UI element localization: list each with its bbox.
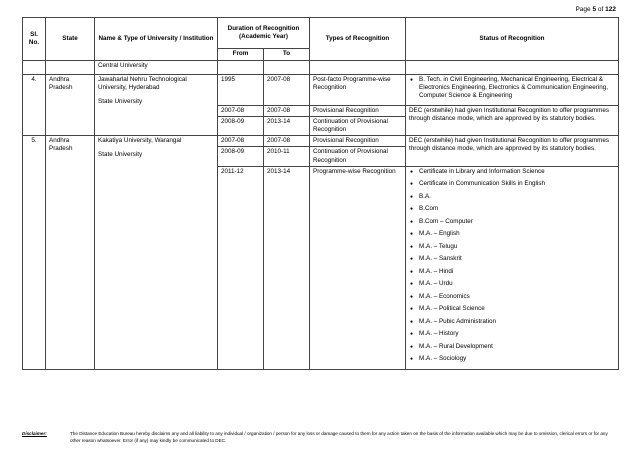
university-cell bbox=[95, 136, 218, 370]
programme-item: ● M.A. – History bbox=[419, 330, 615, 338]
header-row bbox=[23, 18, 619, 49]
header-state: State bbox=[46, 18, 95, 61]
status-cell: DEC (erstwhile) had given Institutional Recognition to offer programmes through distance mode, which are approved by its statutory bodies. bbox=[406, 105, 619, 136]
programme-list bbox=[409, 168, 615, 364]
programme-item: ● M.A. – Telugu bbox=[419, 243, 615, 251]
header-to: To bbox=[264, 49, 310, 61]
header-duration: Duration of Recognition (Academic Year) bbox=[218, 18, 310, 49]
state-cell: Andhra Pradesh bbox=[46, 136, 95, 370]
programme-item: ● B.A. bbox=[419, 193, 615, 201]
university-cell bbox=[95, 75, 218, 136]
to-cell: 2013-14 bbox=[264, 166, 310, 369]
from-cell: 2007-08 bbox=[218, 136, 264, 147]
header-status: Status of Recognition bbox=[406, 18, 619, 61]
programme-item: ● M.A. – Pubic Administration bbox=[419, 318, 615, 326]
disclaimer-text: The Distance Education Bureau hereby disclaims any and all liability to any individual / organization / person for any loss or damage caused to them for any action taken on the basis of the information available which may be due to omission, clerical errors or for any other reason whatsoever. Error (if any) may kindly be communicated to DEC. bbox=[70, 431, 608, 443]
university-type: State University bbox=[98, 151, 143, 159]
carry-over-type: Central University bbox=[95, 61, 218, 75]
from-cell: 1995 bbox=[218, 75, 264, 106]
header-types: Types of Recognition bbox=[310, 18, 406, 61]
from-cell: 2008-09 bbox=[218, 116, 264, 135]
header-sl-no: Sl. No. bbox=[23, 18, 46, 61]
programme-item: ● Certificate in Library and Information Science bbox=[419, 168, 615, 176]
carry-over-row bbox=[23, 61, 619, 75]
to-cell: 2010-11 bbox=[264, 147, 310, 166]
recognition-type: Provisional Recognition bbox=[310, 105, 406, 116]
programme-item: ● B. Tech. in Civil Engineering, Mechanical Engineering, Electrical & Electronics Engineering, Electronics & Communication Engineering, Computer Science & Engineering bbox=[419, 76, 615, 101]
university-name: Jawaharlal Nehru Technological University, Hyderabad bbox=[98, 76, 187, 92]
page-number: Page 5 of 122 bbox=[575, 6, 616, 13]
programme-item: ● M.A. – Rural Development bbox=[419, 343, 615, 351]
header-university: Name & Type of University / Institution bbox=[95, 18, 218, 61]
header-from: From bbox=[218, 49, 264, 61]
programme-item: ● Certificate in Communication Skills in English bbox=[419, 180, 615, 188]
programme-item: ● M.A. – Political Science bbox=[419, 305, 615, 313]
from-cell: 2011-12 bbox=[218, 166, 264, 369]
to-cell: 2007-08 bbox=[264, 105, 310, 116]
programme-item: ● M.A. – Hindi bbox=[419, 268, 615, 276]
programme-item: ● M.A. – Economics bbox=[419, 293, 615, 301]
sl-no: 4. bbox=[23, 75, 46, 136]
recognition-type: Continuation of Provisional Recognition bbox=[310, 147, 406, 166]
sl-no: 5. bbox=[23, 136, 46, 370]
programme-item: ● M.A. – English bbox=[419, 230, 615, 238]
status-cell: DEC (erstwhile) had given Institutional Recognition to offer programmes through distance mode, which are approved by its statutory bodies. bbox=[406, 136, 619, 167]
to-cell: 2007-08 bbox=[264, 75, 310, 106]
state-cell: Andhra Pradesh bbox=[46, 75, 95, 136]
programme-item: ● B.Com bbox=[419, 205, 615, 213]
disclaimer-label: Disclaimer: bbox=[22, 431, 47, 436]
to-cell: 2007-08 bbox=[264, 136, 310, 147]
university-type: State University bbox=[98, 98, 143, 106]
table-row bbox=[23, 75, 619, 106]
recognition-table bbox=[22, 17, 619, 370]
disclaimer bbox=[22, 430, 618, 444]
status-cell bbox=[406, 75, 619, 106]
from-cell: 2008-09 bbox=[218, 147, 264, 166]
to-cell: 2013-14 bbox=[264, 116, 310, 135]
programme-item: ● M.A. – Urdu bbox=[419, 280, 615, 288]
table-row bbox=[23, 136, 619, 147]
programme-item: ● M.A. – Sanskrit bbox=[419, 255, 615, 263]
status-cell bbox=[406, 166, 619, 369]
university-name: Kakatiya University, Warangal bbox=[98, 137, 182, 145]
from-cell: 2007-08 bbox=[218, 105, 264, 116]
programme-item: ● M.A. – Sociology bbox=[419, 355, 615, 363]
recognition-type: Continuation of Provisional Recognition bbox=[310, 116, 406, 135]
recognition-type: Programme-wise Recognition bbox=[310, 166, 406, 369]
recognition-type: Provisional Recognition bbox=[310, 136, 406, 147]
recognition-type: Post-facto Programme-wise Recognition bbox=[310, 75, 406, 106]
programme-item: ● B.Com – Computer bbox=[419, 218, 615, 226]
